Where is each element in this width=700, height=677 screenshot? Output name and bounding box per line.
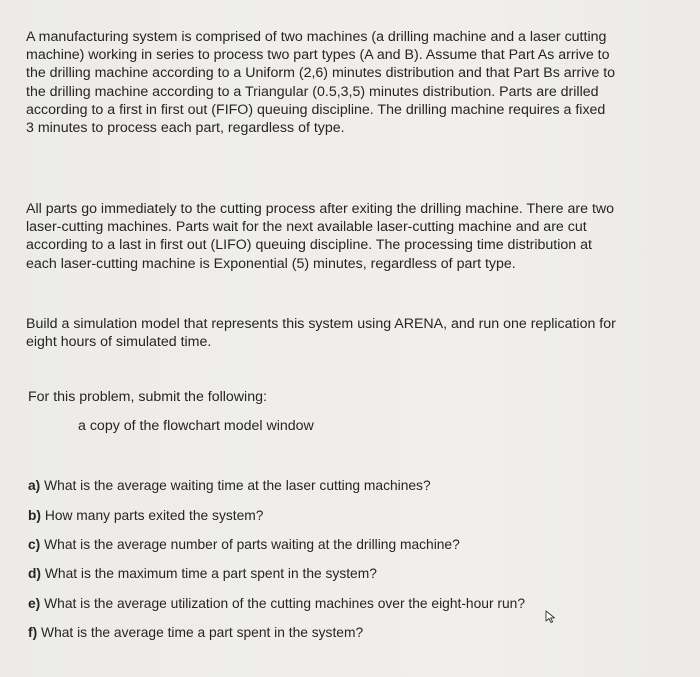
question-text: What is the average utilization of the cutting machines over the eight-hour run?	[44, 596, 525, 611]
text-line: according to a first in first out (FIFO) queuing discipline. The drilling machine requires a fixed	[26, 101, 606, 118]
problem-paragraph-cutting-process	[26, 200, 662, 273]
question-letter: d)	[28, 566, 42, 581]
text-line: eight hours of simulated time.	[26, 334, 212, 351]
question-f	[28, 625, 363, 640]
question-e	[28, 596, 525, 611]
submit-label: For this problem, submit the following:	[28, 389, 267, 405]
question-text: What is the maximum time a part spent in the system?	[44, 566, 377, 581]
question-c	[28, 537, 460, 552]
problem-paragraph-build-model	[26, 315, 662, 351]
text-line: the drilling machine according to a Uniform (2,6) minutes distribution and that Part Bs arrive to	[26, 65, 616, 82]
question-a	[28, 478, 431, 493]
text-line: machine) working in series to process two part types (A and B). Assume that Part As arrive to	[26, 47, 610, 64]
question-letter: b)	[28, 508, 42, 523]
text-line: Build a simulation model that represents this system using ARENA, and run one replication for	[26, 316, 616, 332]
question-letter: e)	[28, 596, 41, 611]
problem-paragraph-system-description	[26, 28, 662, 137]
text-line: All parts go immediately to the cutting process after exiting the drilling machine. There are two	[26, 201, 615, 217]
submit-item: a copy of the flowchart model window	[78, 418, 314, 434]
text-line: the drilling machine according to a Triangular (0.5,3,5) minutes distribution. Parts are drilled	[26, 83, 599, 100]
question-d	[28, 566, 377, 581]
text-line: each laser-cutting machine is Exponential (5) minutes, regardless of part type.	[26, 255, 516, 272]
text-line: according to a last in first out (LIFO) queuing discipline. The processing time distribution at	[26, 237, 592, 254]
mouse-pointer-icon	[544, 610, 558, 624]
question-text: How many parts exited the system?	[44, 508, 264, 523]
text-line: A manufacturing system is comprised of two machines (a drilling machine and a laser cutting	[26, 29, 607, 45]
question-letter: a)	[28, 478, 41, 493]
question-text: What is the average number of parts waiting at the drilling machine?	[44, 537, 460, 552]
question-letter: f)	[28, 625, 38, 640]
question-text: What is the average waiting time at the laser cutting machines?	[44, 478, 431, 493]
question-b	[28, 508, 263, 523]
question-text: What is the average time a part spent in the system?	[41, 625, 364, 640]
text-line: 3 minutes to process each part, regardless of type.	[26, 120, 345, 137]
text-line: laser-cutting machines. Parts wait for the next available laser-cutting machine and are cut	[26, 219, 587, 236]
question-letter: c)	[28, 537, 41, 552]
